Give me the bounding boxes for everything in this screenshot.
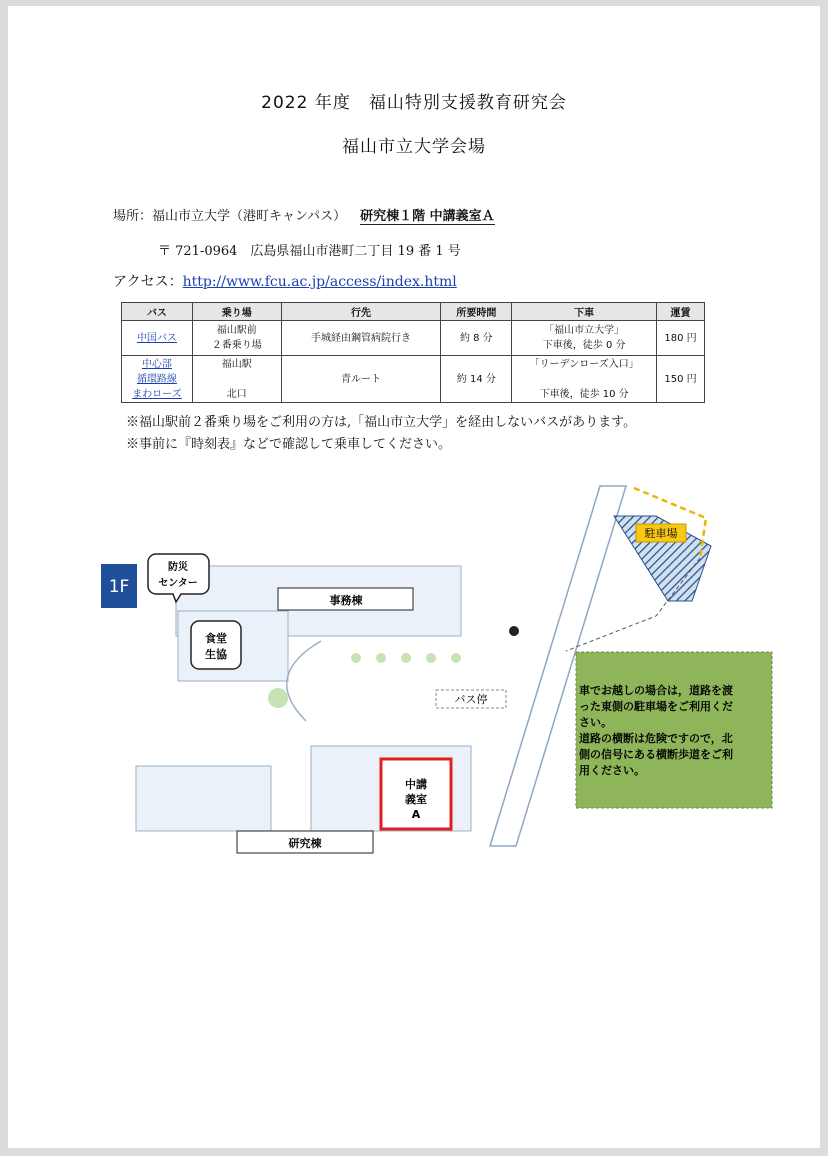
access-label: アクセス：: [113, 274, 183, 290]
bus-table: [121, 302, 705, 403]
admin-label: 事務棟: [329, 594, 363, 607]
table-row: [122, 321, 705, 356]
header-bus: バス: [122, 303, 193, 321]
stop-text: 福山駅: [221, 358, 252, 370]
campus-map: [96, 476, 786, 861]
bus-stop-label: バス停: [454, 693, 488, 706]
table-header-row: [122, 303, 705, 321]
fare-cell: 150 円: [657, 356, 705, 403]
header-getoff: 下車: [512, 303, 657, 321]
room-label-3: A: [411, 808, 421, 821]
header-dest: 行先: [281, 303, 441, 321]
note-2: ※事前に『時刻表』などで確認して乗車してください。: [126, 437, 452, 452]
time-cell: 約 14 分: [441, 356, 512, 403]
disaster-label-1: 防災: [168, 562, 188, 573]
note-1: ※福山駅前２番乗り場をご利用の方は,「福山市立大学」を経由しないバスがあります。: [126, 415, 637, 430]
cafeteria-box: [191, 621, 241, 669]
car-note-box: [576, 652, 772, 808]
time-cell: 約 8 分: [441, 321, 512, 356]
car-note-line: 用ください。: [579, 764, 645, 777]
cafeteria-label-2: 生協: [205, 648, 227, 661]
lecture-label: 研究棟: [288, 837, 322, 850]
getoff-text: 下車後，徒歩 10 分: [539, 388, 629, 400]
place-line: [113, 205, 495, 224]
venue-title: 福山市立大学会場: [342, 137, 486, 157]
car-note-line: 側の信号にある横断歩道をご利: [579, 748, 733, 761]
cafeteria-label-1: 食堂: [205, 632, 227, 645]
dest-cell: 手城経由鋼管病院行き: [281, 321, 441, 356]
getoff-cell: [512, 356, 657, 403]
header-fare: 運賃: [657, 303, 705, 321]
header-time: 所要時間: [441, 303, 512, 321]
bus-link-mawarose[interactable]: 中心部 循環路線 まわローズ: [132, 358, 182, 400]
dest-cell: 青ルート: [281, 356, 441, 403]
stop-text: 北口: [226, 388, 247, 400]
header-stop: 乗り場: [192, 303, 281, 321]
getoff-text: 「リーデンローズ入口」: [529, 358, 639, 370]
place-room: 研究棟１階 中講義室Ａ: [360, 209, 495, 224]
getoff-cell: [512, 321, 657, 356]
car-note-line: 道路の横断は危険ですので，北: [579, 732, 733, 745]
floor-label: 1F: [108, 577, 130, 597]
access-link[interactable]: http://www.fcu.ac.jp/access/index.html: [182, 274, 457, 290]
getoff-text: 「福山市立大学」: [544, 325, 625, 336]
signal-icon: [509, 626, 519, 636]
bus-cell: [122, 356, 193, 403]
room-label-1: 中講: [405, 778, 427, 791]
table-row: [122, 356, 705, 403]
room-label-2: 義室: [405, 793, 427, 806]
stop-cell: [192, 356, 281, 403]
place-label: 場所：福山市立大学（港町キャンパス）: [113, 209, 347, 224]
stop-cell: [192, 321, 281, 356]
access-line: [113, 271, 457, 291]
getoff-text: 下車後，徒歩 0 分: [542, 340, 626, 351]
lecture-building-west: [136, 766, 271, 831]
address: 〒 721-0964 広島県福山市港町二丁目 19 番 1 号: [158, 244, 461, 259]
stop-text: 福山駅前: [216, 325, 257, 336]
car-note-line: 車でお越しの場合は，道路を渡: [579, 684, 733, 697]
disaster-label-2: センター: [158, 578, 198, 589]
bus-link-chugoku[interactable]: 中国バス: [136, 332, 177, 344]
car-note-line: さい。: [579, 716, 612, 729]
document-title: 2022 年度 福山特別支援教育研究会: [261, 93, 567, 113]
car-note-line: った東側の駐車場をご利用くだ: [579, 700, 733, 713]
stop-text: ２番乗り場: [211, 340, 262, 351]
parking-label: 駐車場: [644, 527, 678, 540]
fare-cell: 180 円: [657, 321, 705, 356]
